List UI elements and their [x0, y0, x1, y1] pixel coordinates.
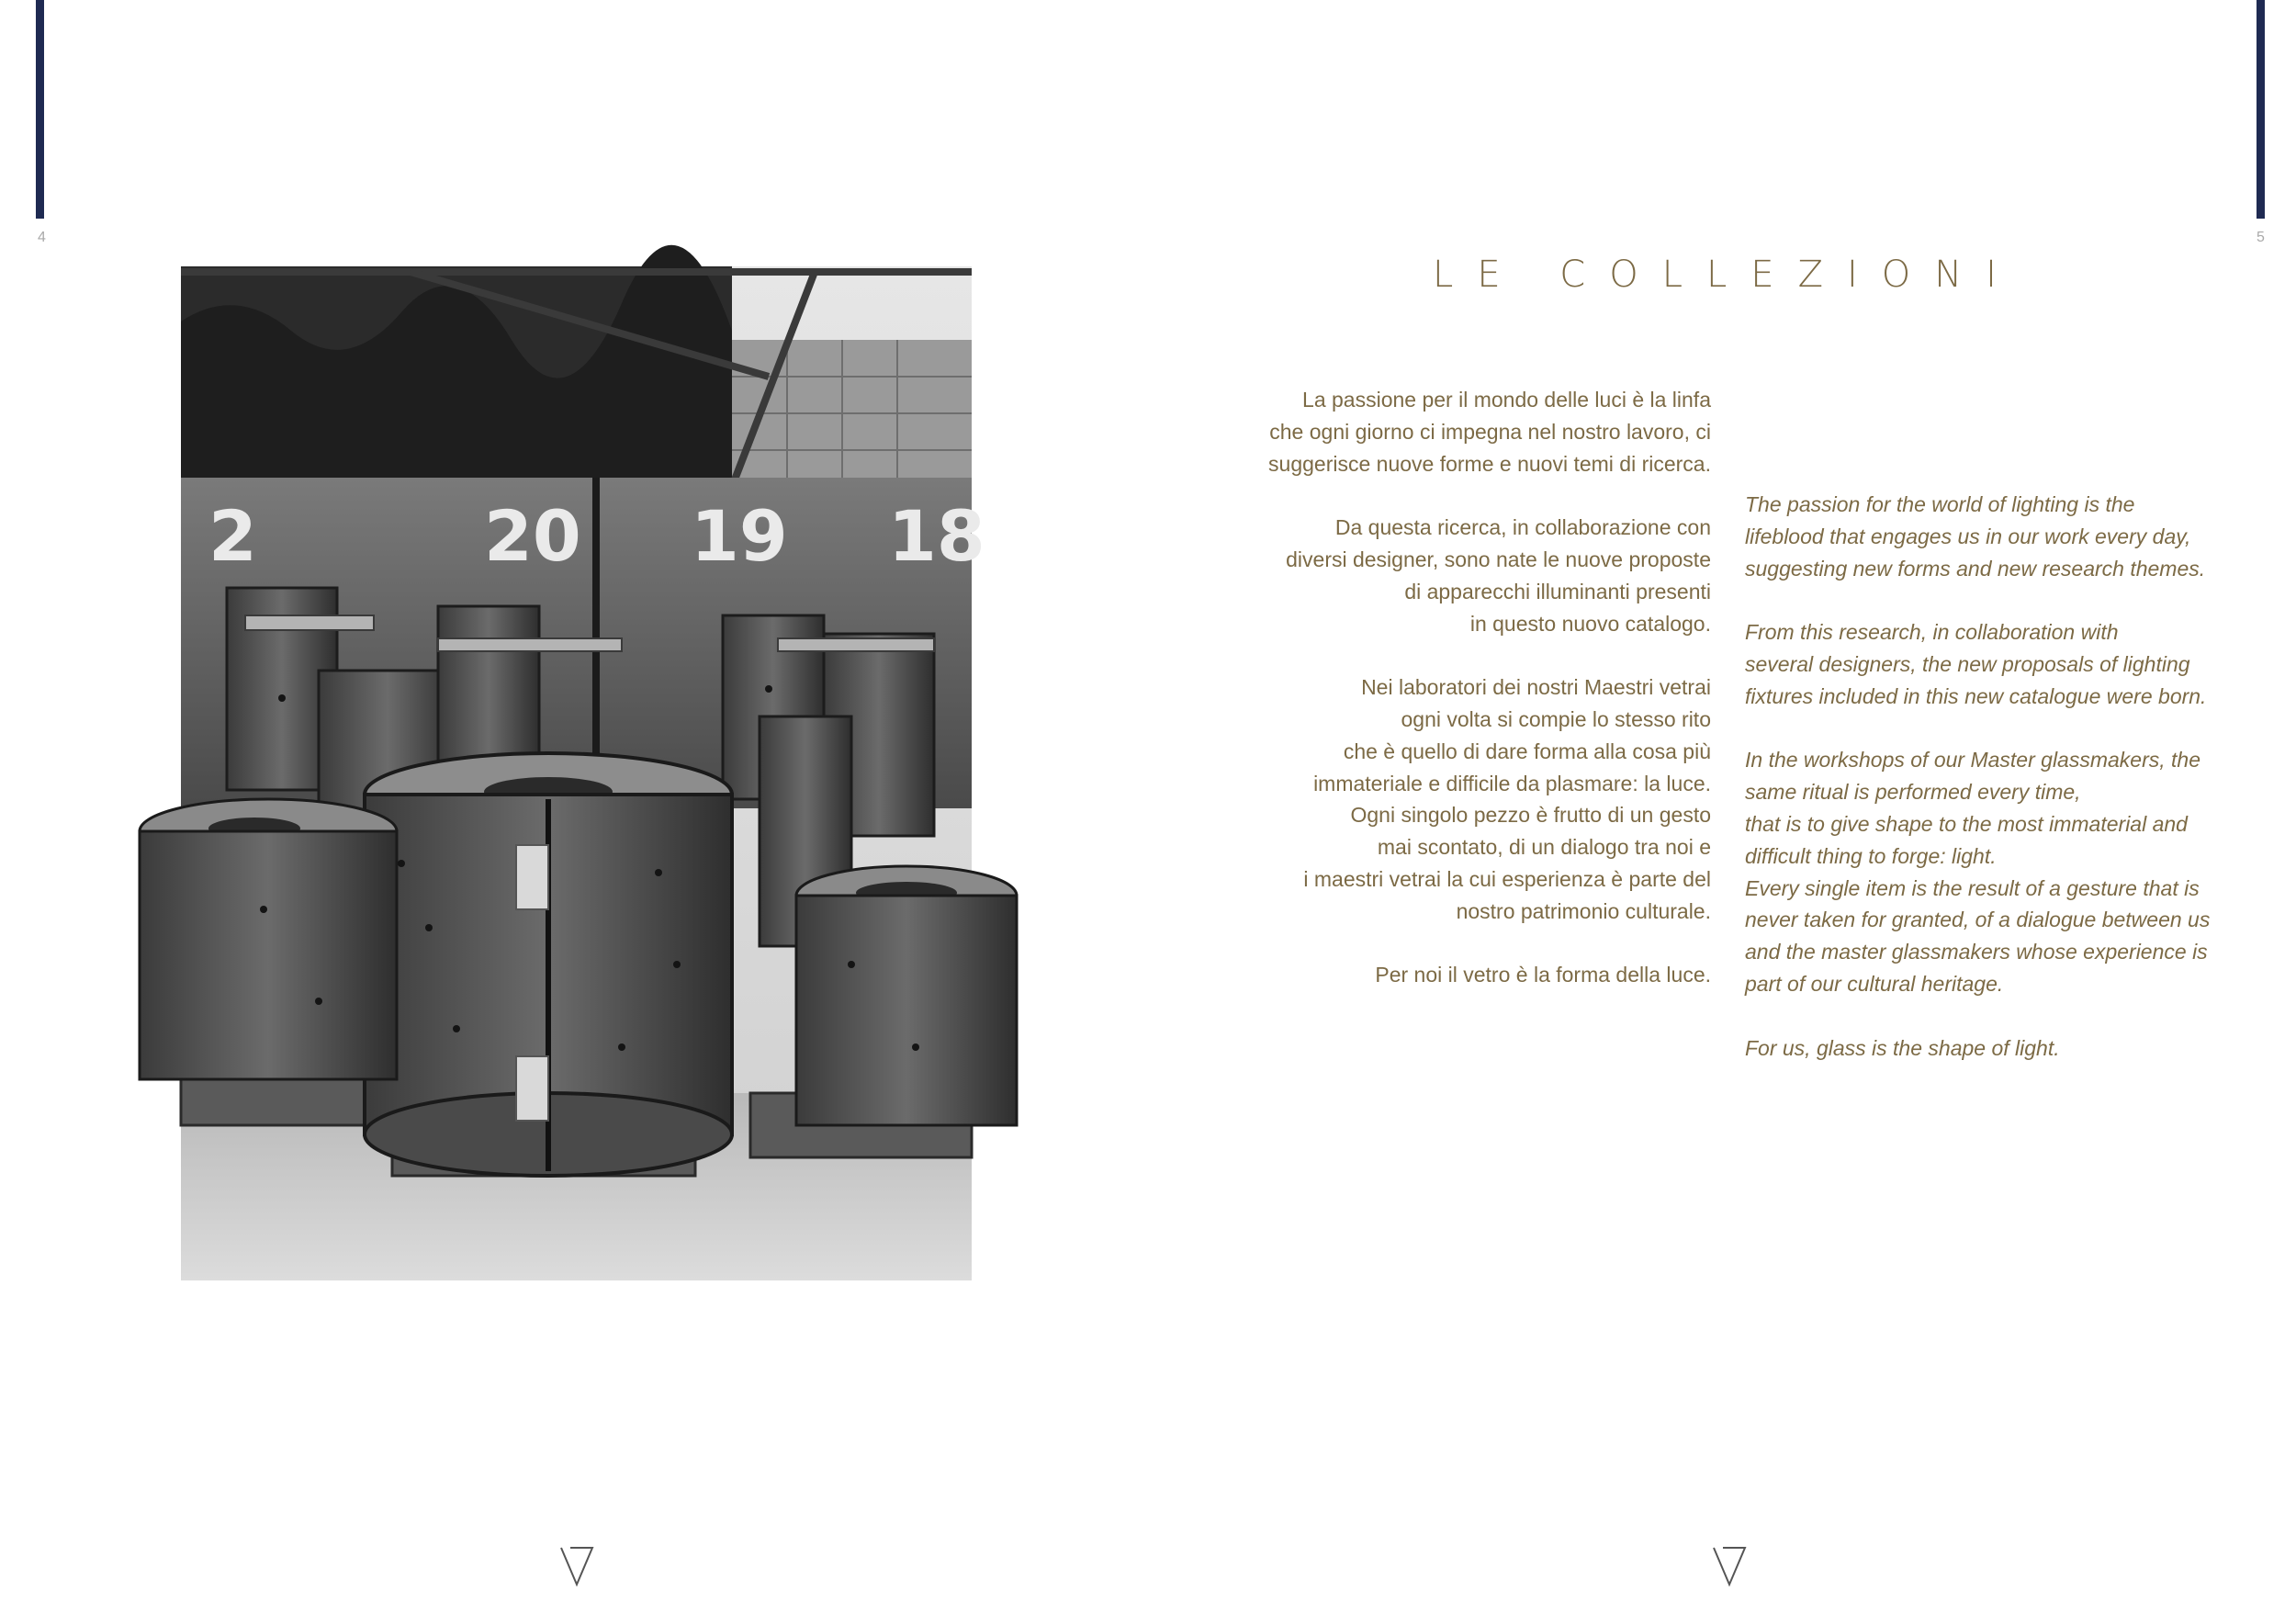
- page-title: LE COLLEZIONI: [1433, 254, 2020, 296]
- text-line: same ritual is performed every time,: [1745, 780, 2081, 805]
- chalk-number-2: 2: [208, 495, 257, 577]
- italian-paragraph-1: [1233, 384, 1711, 479]
- text-line: Every single item is the result of a gesture that is: [1745, 875, 2200, 900]
- text-line: Da questa ricerca, in collaborazione con: [1334, 515, 1711, 540]
- italian-text-column: [1233, 384, 1711, 1023]
- spine-bar-right: [2257, 0, 2265, 219]
- page-number-right: 5: [2257, 230, 2265, 245]
- text-line: che è quello di dare forma alla cosa più: [1343, 739, 1711, 763]
- text-line: From this research, in collaboration with: [1745, 620, 2119, 645]
- page-number-left: 4: [38, 230, 46, 245]
- text-line: La passione per il mondo delle luci è la linfa: [1302, 388, 1711, 412]
- v-logo-icon: [559, 1545, 594, 1587]
- chalk-number-18: 18: [888, 495, 985, 577]
- italian-paragraph-3: [1233, 671, 1711, 927]
- english-paragraph-2: [1745, 616, 2259, 712]
- text-line: diversi designer, sono nate le nuove proposte: [1286, 547, 1711, 571]
- text-line: that is to give shape to the most immaterial and: [1745, 811, 2188, 836]
- text-line: Ogni singolo pezzo è frutto di un gesto: [1350, 803, 1711, 828]
- text-line: never taken for granted, of a dialogue between us: [1745, 908, 2211, 932]
- text-line: nostro patrimonio culturale.: [1456, 898, 1711, 923]
- text-line: and the master glassmakers whose experience is: [1745, 940, 2208, 964]
- v-logo-icon: [1712, 1545, 1747, 1587]
- workshop-photo: [181, 266, 985, 1280]
- text-line: ogni volta si compie lo stesso rito: [1401, 706, 1711, 731]
- spine-bar-left: [36, 0, 44, 219]
- chalk-number-19: 19: [691, 495, 788, 577]
- text-line: For us, glass is the shape of light.: [1745, 1035, 2060, 1060]
- english-paragraph-4: [1745, 1032, 2259, 1065]
- text-line: difficult thing to forge: light.: [1745, 843, 1997, 868]
- text-line: suggerisce nuove forme e nuovi temi di ricerca.: [1268, 451, 1711, 476]
- english-paragraph-1: [1745, 489, 2259, 584]
- text-line: Nei laboratori dei nostri Maestri vetrai: [1361, 675, 1711, 700]
- text-line: In the workshops of our Master glassmakers, the: [1745, 748, 2200, 773]
- italian-paragraph-4: [1233, 959, 1711, 991]
- italian-paragraph-2: [1233, 512, 1711, 639]
- english-text-column: [1745, 489, 2259, 1096]
- text-line: che ogni giorno ci impegna nel nostro lavoro, ci: [1269, 419, 1711, 444]
- text-line: mai scontato, di un dialogo tra noi e: [1377, 835, 1711, 860]
- chalk-number-20: 20: [484, 495, 581, 577]
- text-line: suggesting new forms and new research themes.: [1745, 556, 2206, 581]
- text-line: several designers, the new proposals of lighting: [1745, 651, 2190, 676]
- text-line: di apparecchi illuminanti presenti: [1404, 579, 1711, 603]
- text-line: part of our cultural heritage.: [1745, 971, 2004, 996]
- text-line: in questo nuovo catalogo.: [1469, 611, 1711, 636]
- english-paragraph-3: [1745, 744, 2259, 999]
- text-line: i maestri vetrai la cui esperienza è parte del: [1303, 866, 1711, 891]
- text-line: fixtures included in this new catalogue were born.: [1745, 683, 2207, 708]
- text-line: lifeblood that engages us in our work every day,: [1745, 524, 2191, 548]
- text-line: The passion for the world of lighting is the: [1745, 492, 2135, 516]
- text-line: Per noi il vetro è la forma della luce.: [1375, 963, 1711, 987]
- text-line: immateriale e difficile da plasmare: la luce.: [1313, 771, 1711, 795]
